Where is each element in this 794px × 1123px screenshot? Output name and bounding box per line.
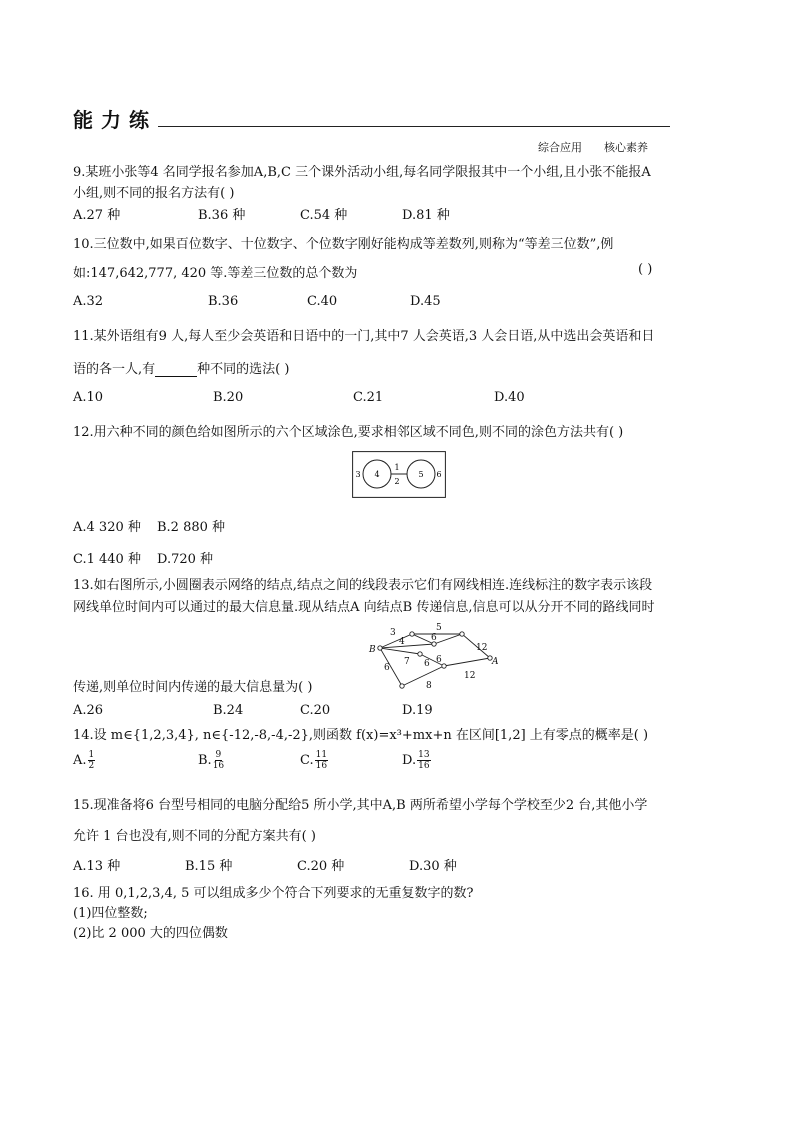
q14-option-a [73,750,95,771]
q12-label-2: 2 [394,477,400,486]
q10-option-d: D.45 [410,294,441,309]
q16-sub1: (1)四位整数; [73,906,148,921]
q13-edge-5: 5 [436,623,442,633]
q12-option-b: B.2 880 种 [157,520,226,535]
q14-line1: 14.设 m∈{1,2,3,4}, n∈{-12,-8,-4,-2},则函数 f(x)=x³+mx+n 在区间[1,2] 上有零点的概率是( ) [73,728,649,743]
q13-option-c: C.20 [300,703,331,718]
fraction-denominator: 16 [212,761,225,771]
q9-option-d: D.81 种 [402,208,450,223]
q13-edge-12a: 12 [476,643,488,653]
q13-option-d: D.19 [402,703,433,718]
fraction-numerator: 1 [88,750,95,760]
q13-option-b: B.24 [213,703,244,718]
q13-edge-12b: 12 [464,671,476,681]
q9-line1: 9.某班小张等4 名同学报名参加A,B,C 三个课外活动小组,每名同学限报其中一个小组,且小张不能报A [73,165,651,180]
q13-edge-6c: 6 [436,655,442,665]
q14-option-d [402,750,431,771]
q9-line2: 小组,则不同的报名方法有( ) [73,186,235,201]
q9-option-c: C.54 种 [300,208,348,223]
fraction-denominator: 16 [418,761,430,771]
q14-option-a-letter: A. [73,753,87,768]
q15-line2: 允许 1 台也没有,则不同的分配方案共有( ) [73,829,316,844]
q14-option-b-fraction [213,750,224,771]
q13-node-a: A [492,657,499,667]
title-underline [158,126,670,127]
q15-option-d: D.30 种 [409,859,457,874]
q15-option-c: C.20 种 [297,859,345,874]
q13-option-a: A.26 [73,703,104,718]
q16-sub2: (2)比 2 000 大的四位偶数 [73,926,228,941]
q13-edge-4: 4 [399,637,405,647]
fraction-denominator: 16 [315,761,328,771]
fraction-numerator: 13 [418,750,430,760]
q10-option-b: B.36 [208,294,239,309]
q14-option-d-letter: D. [402,753,417,768]
q9-option-b: B.36 种 [198,208,246,223]
q13-node-b: B [369,645,376,655]
q11-option-b: B.20 [213,390,244,405]
q12-line1: 12.用六种不同的颜色给如图所示的六个区域涂色,要求相邻区域不同色,则不同的涂色方法共有( ) [73,425,624,440]
q14-option-c [300,750,328,771]
tag-comprehensive: 综合应用 [538,141,582,154]
q10-line1: 10.三位数中,如果百位数字、十位数字、个位数字刚好能构成等差数列,则称为“等差三位数”,例 [73,237,614,252]
q13-edge-6d: 6 [424,659,430,669]
q12-label-4: 4 [374,470,380,479]
q15-option-a: A.13 种 [73,859,121,874]
q13-line3: 传递,则单位时间内传递的最大信息量为( ) [73,680,313,695]
q10-option-c: C.40 [307,294,338,309]
q13-edge-7: 7 [404,657,410,667]
q12-option-d: D.720 种 [157,552,214,567]
q15-line1: 15.现准备将6 台型号相同的电脑分配给5 所小学,其中A,B 两所希望小学每个学校至少2 台,其他小学 [73,798,648,813]
fraction-numerator: 11 [315,750,328,760]
q11-option-d: D.40 [494,390,525,405]
q12-label-5: 5 [418,470,424,479]
q13-edge-8: 8 [426,681,432,690]
q12-option-a: A.4 320 种 [73,520,141,535]
q13-line2: 网线单位时间内可以通过的最大信息量.现从结点A 向结点B 传递信息,信息可以从分开不同的路线同时 [73,600,655,615]
q9-option-a: A.27 种 [73,208,121,223]
q10-line2: 如:147,642,777, 420 等.等差三位数的总个数为 [73,266,358,281]
q10-option-a: A.32 [73,294,104,309]
q11-option-c: C.21 [353,390,384,405]
q14-option-a-fraction [88,750,96,771]
q14-option-c-fraction [315,750,328,771]
q15-option-b: B.15 种 [185,859,233,874]
q11-line1: 11.某外语组有9 人,每人至少会英语和日语中的一门,其中7 人会英语,3 人会日语,从中选出会英语和日 [73,329,655,344]
q12-label-3: 3 [355,470,361,479]
q12-option-c: C.1 440 种 [73,552,141,567]
q14-option-b [198,750,224,771]
q12-label-6: 6 [436,470,442,479]
q11-option-a: A.10 [73,390,104,405]
q12-label-1: 1 [394,463,400,472]
q11-line2-start: 语的各一人,有 [73,362,156,377]
q13-line1: 13.如右图所示,小圆圈表示网络的结点,结点之间的线段表示它们有网线相连.连线标注的数字表示该段 [73,578,653,593]
fraction-numerator: 9 [215,750,222,760]
q13-edge-6b: 6 [384,663,390,673]
section-tags [538,139,670,155]
q11-line2 [73,358,289,377]
q14-option-c-letter: C. [300,753,314,768]
q14-option-d-fraction [417,750,430,771]
q16-line1: 16. 用 0,1,2,3,4, 5 可以组成多少个符合下列要求的无重复数字的数? [73,886,474,901]
q11-answer-blank[interactable] [155,364,197,377]
fraction-denominator: 2 [88,761,95,771]
section-title: 能力练 [73,108,157,132]
q14-option-b-letter: B. [198,753,212,768]
q12-region-figure [352,451,446,498]
q10-answer-paren: ( ) [638,262,653,277]
q11-line2-end: 种不同的选法( ) [197,362,290,377]
q13-network-figure [368,620,503,690]
tag-core-literacy: 核心素养 [604,141,648,154]
q13-edge-3: 3 [390,628,396,638]
q13-edge-6a: 6 [431,633,437,643]
